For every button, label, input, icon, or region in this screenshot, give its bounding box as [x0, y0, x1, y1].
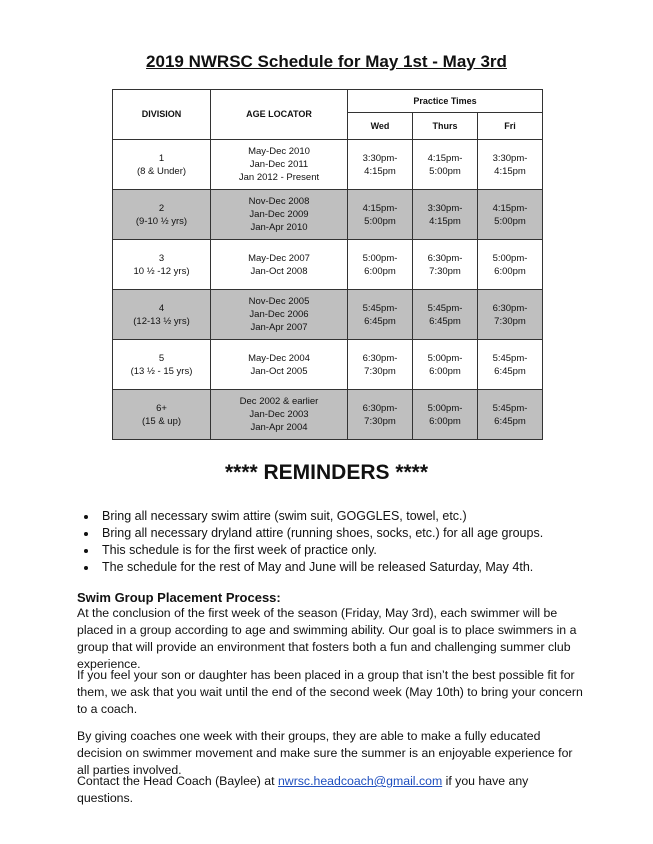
- practice-time: 6:00pm: [494, 265, 526, 277]
- practice-time-cell: [348, 290, 413, 340]
- division-header: DIVISION: [113, 90, 211, 140]
- day-header-fri: Fri: [478, 113, 543, 140]
- practice-time: 6:30pm-: [427, 252, 463, 264]
- practice-time: 6:45pm: [364, 315, 396, 327]
- age-locator-cell: [211, 390, 348, 440]
- contact-prefix: Contact the Head Coach (Baylee) at: [77, 774, 278, 788]
- schedule-row: [113, 290, 543, 340]
- practice-time: 6:00pm: [429, 415, 461, 427]
- division-range: (13 ½ - 15 yrs): [130, 365, 193, 377]
- division-range: (15 & up): [141, 415, 182, 427]
- practice-time-cell: [413, 340, 478, 390]
- age-range: May-Dec 2010: [248, 146, 310, 157]
- age-range: Jan-Dec 2009: [249, 209, 309, 220]
- practice-time: 6:30pm-: [492, 302, 528, 314]
- schedule-row: [113, 240, 543, 290]
- division-cell: [113, 140, 211, 190]
- division-number: 2: [158, 202, 165, 214]
- practice-time-cell: [413, 140, 478, 190]
- practice-time-cell: [413, 290, 478, 340]
- practice-time: 5:00pm-: [362, 252, 398, 264]
- practice-time: 4:15pm-: [427, 152, 463, 164]
- age-range: Jan-Apr 2007: [250, 322, 308, 333]
- placement-heading: Swim Group Placement Process:: [77, 590, 281, 605]
- practice-time: 4:15pm: [364, 165, 396, 177]
- practice-time: 4:15pm: [494, 165, 526, 177]
- age-range: Nov-Dec 2005: [248, 296, 310, 307]
- division-range: (8 & Under): [136, 165, 187, 177]
- division-cell: [113, 340, 211, 390]
- division-range: (12-13 ½ yrs): [133, 315, 190, 327]
- page-title: 2019 NWRSC Schedule for May 1st - May 3rd: [146, 52, 507, 71]
- practice-time: 7:30pm: [364, 415, 396, 427]
- practice-time: 6:45pm: [494, 415, 526, 427]
- division-cell: [113, 290, 211, 340]
- placement-paragraph-1: At the conclusion of the first week of the season (Friday, May 3rd), each swimmer will be placed in a group according to age and swimming ability. Our goal is to place swimmers in a group that will provide an environment that fosters both a fun and challenging summer club experience.: [77, 606, 577, 671]
- practice-time-cell: [413, 240, 478, 290]
- reminder-item: • This schedule is for the first week of practice only.: [98, 542, 543, 559]
- practice-time-cell: [478, 340, 543, 390]
- age-locator-cell: [211, 240, 348, 290]
- division-range: 10 ½ -12 yrs): [133, 265, 190, 277]
- age-locator-cell: [211, 340, 348, 390]
- age-range: Jan-Apr 2010: [250, 222, 308, 233]
- practice-time: 6:00pm: [364, 265, 396, 277]
- practice-time: 5:00pm: [494, 215, 526, 227]
- practice-times-header: Practice Times: [348, 90, 543, 113]
- practice-time: 5:45pm-: [492, 352, 528, 364]
- age-range: Jan-Oct 2008: [250, 265, 308, 277]
- division-cell: [113, 190, 211, 240]
- practice-time: 5:00pm: [364, 215, 396, 227]
- placement-paragraph-3: By giving coaches one week with their groups, they are able to make a fully educated decision on swimmer movement and make sure the summer is an enjoyable experience for all parties involved.: [77, 729, 573, 777]
- practice-time-cell: [478, 190, 543, 240]
- practice-time-cell: [478, 290, 543, 340]
- division-number: 4: [158, 302, 165, 314]
- age-range: May-Dec 2007: [248, 252, 310, 264]
- practice-time-cell: [478, 240, 543, 290]
- schedule-table: [112, 89, 543, 440]
- contact-suffix: if you have any questions.: [77, 774, 529, 805]
- reminders-heading: **** REMINDERS ****: [224, 461, 429, 484]
- practice-time-cell: [348, 140, 413, 190]
- practice-time: 7:30pm: [364, 365, 396, 377]
- reminder-item: • Bring all necessary swim attire (swim suit, GOGGLES, towel, etc.): [98, 508, 543, 525]
- practice-time: 3:30pm-: [427, 202, 463, 214]
- practice-time: 4:15pm-: [362, 202, 398, 214]
- practice-time-cell: [348, 390, 413, 440]
- reminders-list: [80, 508, 543, 576]
- practice-time: 5:45pm-: [362, 302, 398, 314]
- division-cell: [113, 390, 211, 440]
- age-range: Jan-Dec 2003: [249, 409, 309, 420]
- practice-time: 5:00pm-: [427, 402, 463, 414]
- age-range: Jan-Dec 2006: [249, 309, 309, 320]
- contact-email-link[interactable]: nwrsc.headcoach@gmail.com: [277, 774, 443, 788]
- division-number: 3: [158, 252, 165, 264]
- practice-time: 6:00pm: [429, 365, 461, 377]
- practice-time-cell: [478, 140, 543, 190]
- age-locator-cell: [211, 190, 348, 240]
- schedule-row: [113, 140, 543, 190]
- age-range: Dec 2002 & earlier: [239, 396, 319, 407]
- practice-time: 5:45pm-: [427, 302, 463, 314]
- practice-time-cell: [413, 390, 478, 440]
- practice-time-cell: [348, 240, 413, 290]
- reminder-item: • The schedule for the rest of May and June will be released Saturday, May 4th.: [98, 559, 543, 576]
- age-locator-cell: [211, 140, 348, 190]
- age-locator-cell: [211, 290, 348, 340]
- practice-time-cell: [348, 190, 413, 240]
- practice-time-cell: [348, 340, 413, 390]
- practice-time: 7:30pm: [429, 265, 461, 277]
- practice-time-cell: [478, 390, 543, 440]
- schedule-row: [113, 340, 543, 390]
- division-number: 1: [158, 152, 165, 164]
- age-range: Jan-Dec 2011: [249, 159, 309, 170]
- practice-time: 6:45pm: [429, 315, 461, 327]
- practice-time: 6:30pm-: [362, 402, 398, 414]
- division-range: (9-10 ½ yrs): [135, 215, 188, 227]
- practice-time: 5:00pm-: [427, 352, 463, 364]
- age-locator-header: AGE LOCATOR: [211, 90, 348, 140]
- practice-time: 3:30pm-: [492, 152, 528, 164]
- practice-time: 5:45pm-: [492, 402, 528, 414]
- age-range: Jan-Oct 2005: [250, 365, 308, 377]
- practice-time-cell: [413, 190, 478, 240]
- practice-time: 6:45pm: [494, 365, 526, 377]
- schedule-row: [113, 190, 543, 240]
- practice-time: 7:30pm: [494, 315, 526, 327]
- age-range: May-Dec 2004: [248, 352, 310, 364]
- placement-paragraph-2: If you feel your son or daughter has been placed in a group that isn’t the best possible fit for them, we ask that you wait until the end of the second week (May 10th) to bring your concern to a coach.: [77, 668, 583, 716]
- schedule-row: [113, 390, 543, 440]
- day-header-thurs: Thurs: [413, 113, 478, 140]
- reminder-item: • Bring all necessary dryland attire (running shoes, socks, etc.) for all age groups.: [98, 525, 543, 542]
- practice-time: 6:30pm-: [362, 352, 398, 364]
- age-range: Jan 2012 - Present: [238, 172, 320, 183]
- age-range: Jan-Apr 2004: [250, 422, 308, 433]
- schedule-body: [113, 140, 543, 440]
- division-number: 6+: [156, 402, 167, 414]
- practice-time: 4:15pm-: [492, 202, 528, 214]
- practice-time: 5:00pm-: [492, 252, 528, 264]
- age-range: Nov-Dec 2008: [248, 196, 310, 207]
- practice-time: 4:15pm: [429, 215, 461, 227]
- division-number: 5: [158, 352, 165, 364]
- contact-line: [77, 773, 587, 807]
- division-cell: [113, 240, 211, 290]
- day-header-wed: Wed: [348, 113, 413, 140]
- practice-time: 3:30pm-: [362, 152, 398, 164]
- practice-time: 5:00pm: [429, 165, 461, 177]
